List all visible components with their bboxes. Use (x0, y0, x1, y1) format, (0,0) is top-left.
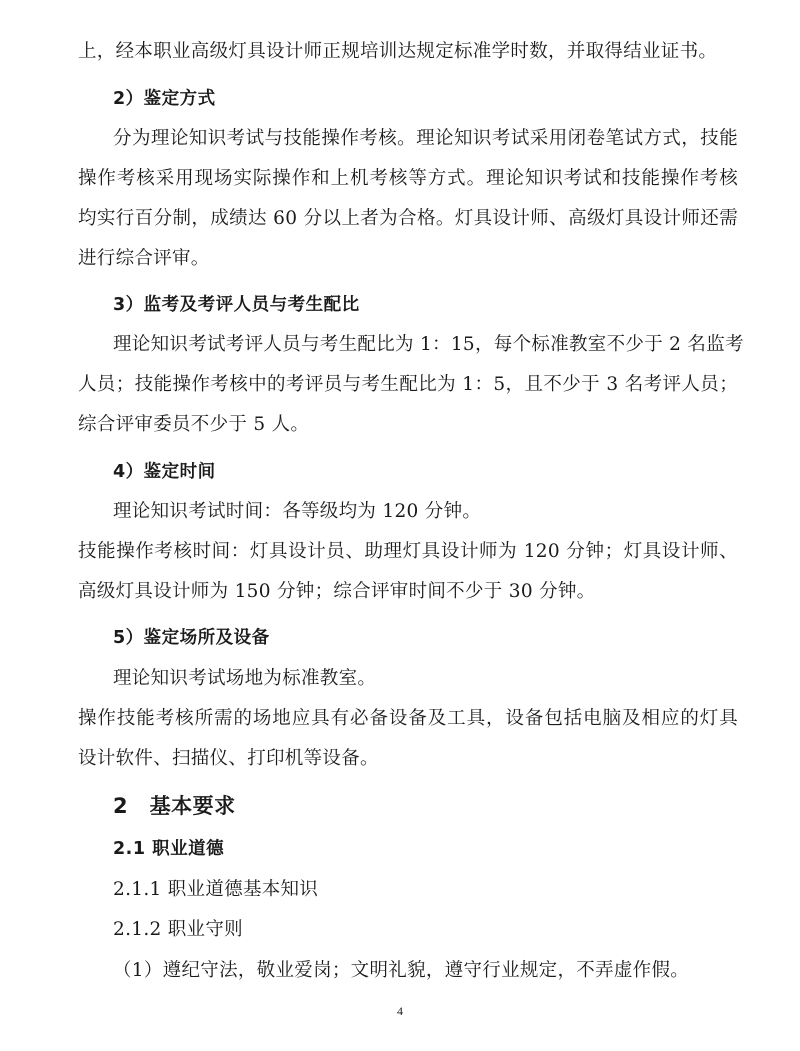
paragraph-line: 均实行百分制，成绩达 60 分以上者为合格。灯具设计师、高级灯具设计师还需 (78, 208, 738, 229)
page-number: 4 (397, 1004, 403, 1018)
section-heading-assessment-method: 2）鉴定方式 (113, 89, 216, 109)
paragraph-line: 人员；技能操作考核中的考评员与考生配比为 1：5，且不少于 3 名考评人员； (78, 374, 738, 395)
paragraph-line: 理论知识考试考评人员与考生配比为 1：15，每个标准教室不少于 2 名监考 (113, 334, 744, 355)
paragraph-line: 设计软件、扫描仪、打印机等设备。 (78, 748, 379, 769)
subsection-heading-code-of-conduct: 2.1.2 职业守则 (113, 919, 243, 940)
paragraph-line: 上，经本职业高级灯具设计师正规培训达规定标准学时数，并取得结业证书。 (78, 41, 718, 62)
paragraph-line: 进行综合评审。 (78, 248, 210, 269)
chapter-heading-basic-requirements: 2 基本要求 (113, 794, 236, 818)
paragraph-line: 操作技能考核所需的场地应具有必备设备及工具，设备包括电脑及相应的灯具 (78, 708, 738, 729)
section-heading-assessment-time: 4）鉴定时间 (113, 462, 216, 482)
section-heading-venue-equipment: 5）鉴定场所及设备 (113, 628, 270, 648)
section-heading-professional-ethics: 2.1 职业道德 (113, 839, 225, 859)
paragraph-line: 技能操作考核时间：灯具设计员、助理灯具设计师为 120 分钟；灯具设计师、 (78, 541, 738, 562)
section-heading-examiner-ratio: 3）监考及考评人员与考生配比 (113, 295, 360, 315)
paragraph-line: 高级灯具设计师为 150 分钟；综合评审时间不少于 30 分钟。 (78, 581, 596, 602)
paragraph-line: 综合评审委员不少于 5 人。 (78, 414, 310, 435)
paragraph-line: 操作考核采用现场实际操作和上机考核等方式。理论知识考试和技能操作考核 (78, 168, 738, 189)
paragraph-line: 分为理论知识考试与技能操作考核。理论知识考试采用闭卷笔试方式，技能 (113, 128, 738, 149)
subsection-heading-ethics-knowledge: 2.1.1 职业道德基本知识 (113, 879, 319, 900)
paragraph-line: 理论知识考试场地为标准教室。 (113, 668, 377, 689)
paragraph-line: 理论知识考试时间：各等级均为 120 分钟。 (113, 501, 482, 522)
list-item: （1）遵纪守法，敬业爱岗；文明礼貌，遵守行业规定，不弄虚作假。 (113, 960, 690, 981)
